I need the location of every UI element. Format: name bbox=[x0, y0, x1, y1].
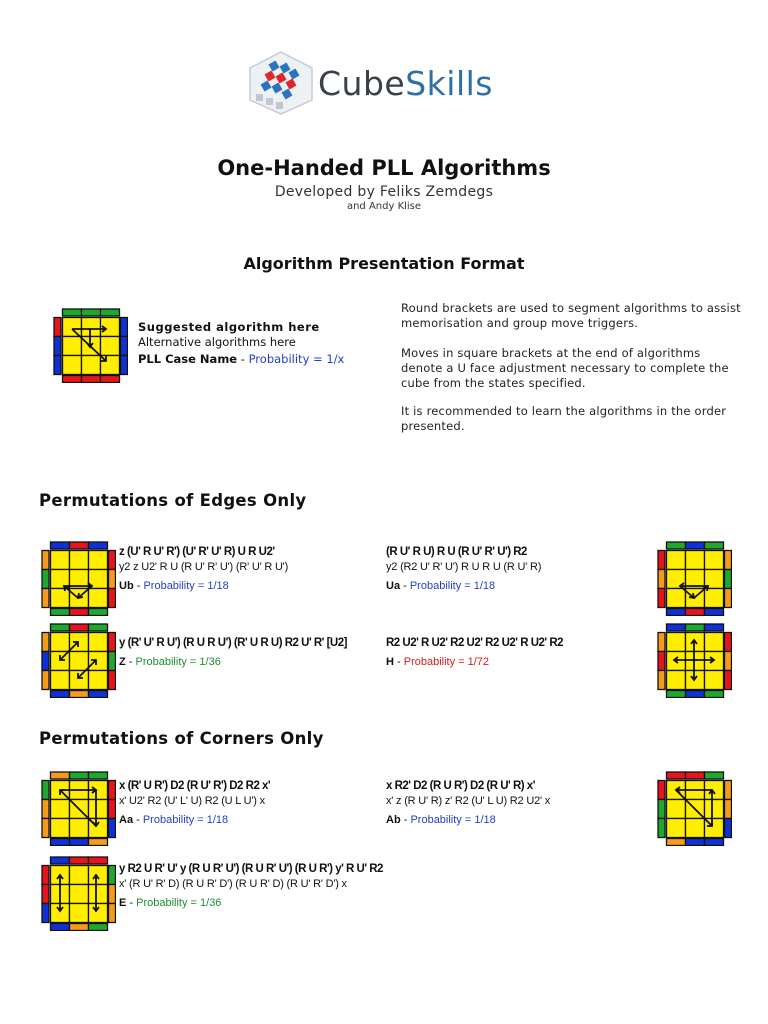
side-sticker-top bbox=[70, 624, 89, 631]
h-probability: Probability = 1/72 bbox=[403, 656, 490, 668]
top-sticker bbox=[70, 866, 89, 885]
ua-separator: - bbox=[400, 580, 410, 592]
brand-name bbox=[318, 64, 493, 103]
sample-probability: Probability = 1/x bbox=[248, 352, 345, 366]
top-sticker bbox=[667, 551, 686, 570]
side-sticker-top bbox=[89, 542, 108, 549]
side-sticker-top bbox=[89, 772, 108, 779]
top-sticker bbox=[70, 819, 89, 838]
side-sticker-top bbox=[89, 624, 108, 631]
side-sticker-right bbox=[725, 551, 732, 570]
side-sticker-top bbox=[51, 772, 70, 779]
ua-pll-diagram bbox=[656, 540, 732, 616]
side-sticker-right bbox=[725, 671, 732, 690]
side-sticker-bottom bbox=[705, 609, 724, 616]
aa-separator: - bbox=[133, 814, 143, 826]
side-sticker-right bbox=[109, 885, 116, 904]
h-main-algorithm: R2 U2' R U2' R2 U2' R2 U2' R U2' R2 bbox=[386, 637, 564, 649]
side-sticker-right bbox=[109, 671, 116, 690]
aa-main-algorithm: x (R' U R') D2 (R U' R') D2 R2 x' bbox=[119, 780, 271, 792]
side-sticker-bottom bbox=[667, 691, 686, 698]
side-sticker-bottom bbox=[70, 839, 89, 846]
side-sticker-bottom bbox=[51, 691, 70, 698]
side-sticker-left bbox=[42, 671, 49, 690]
side-sticker-top bbox=[51, 542, 70, 549]
e-probability: Probability = 1/36 bbox=[136, 897, 222, 909]
ua-alt-algorithm: y2 (R2 U' R' U') R U R U (R U' R) bbox=[386, 561, 542, 573]
sample-case-name: PLL Case Name bbox=[138, 352, 238, 366]
sample-suggested-label: Suggested algorithm here bbox=[138, 320, 320, 334]
e-alt-algorithm: x' (R U' R' D) (R U R' D') (R U R' D) (R U' R' D') x bbox=[119, 878, 347, 890]
case-ub bbox=[119, 546, 288, 592]
top-sticker bbox=[82, 356, 101, 375]
sample-alternative-label: Alternative algorithms here bbox=[138, 335, 296, 349]
top-sticker bbox=[63, 356, 82, 375]
side-sticker-bottom bbox=[667, 609, 686, 616]
ua-case-name: Ua bbox=[386, 580, 401, 592]
top-sticker bbox=[705, 800, 724, 819]
side-sticker-right bbox=[725, 800, 732, 819]
ub-main-algorithm: z (U' R U' R') (U' R' U' R) U R U2' bbox=[119, 546, 275, 558]
side-sticker-right bbox=[109, 633, 116, 652]
side-sticker-bottom bbox=[705, 691, 724, 698]
side-sticker-right bbox=[109, 652, 116, 671]
top-sticker bbox=[70, 904, 89, 923]
brand-name-b: Skills bbox=[405, 64, 493, 103]
top-sticker bbox=[705, 633, 724, 652]
brand-name-a: Cube bbox=[318, 64, 406, 103]
top-sticker bbox=[667, 633, 686, 652]
top-sticker bbox=[705, 589, 724, 608]
case-ua bbox=[386, 546, 541, 592]
top-sticker bbox=[667, 800, 686, 819]
ab-case-name: Ab bbox=[386, 814, 401, 826]
side-sticker-top bbox=[82, 309, 101, 316]
side-sticker-left bbox=[42, 633, 49, 652]
side-sticker-right bbox=[109, 551, 116, 570]
z-probability: Probability = 1/36 bbox=[135, 656, 221, 668]
side-sticker-right bbox=[725, 781, 732, 800]
top-sticker bbox=[89, 671, 108, 690]
side-sticker-top bbox=[705, 542, 724, 549]
ub-pll-diagram bbox=[40, 540, 116, 616]
side-sticker-right bbox=[725, 570, 732, 589]
ub-probability: Probability = 1/18 bbox=[143, 580, 229, 592]
case-h-diagram bbox=[656, 622, 732, 698]
side-sticker-left bbox=[42, 866, 49, 885]
top-sticker bbox=[89, 633, 108, 652]
sample-pll-diagram bbox=[52, 307, 128, 383]
side-sticker-bottom bbox=[705, 839, 724, 846]
sample-cube-diagram bbox=[52, 307, 128, 383]
side-sticker-right bbox=[121, 337, 128, 356]
top-sticker bbox=[89, 652, 108, 671]
ub-separator: - bbox=[133, 580, 144, 592]
side-sticker-right bbox=[725, 652, 732, 671]
top-sticker bbox=[51, 800, 70, 819]
side-sticker-top bbox=[686, 772, 705, 779]
sample-separator: - bbox=[237, 352, 249, 366]
case-z-diagram bbox=[40, 622, 116, 698]
note-square-brackets: Moves in square brackets at the end of algorithms denote a U face adjustment necessary to complete the cube from the states specified. bbox=[401, 346, 729, 390]
side-sticker-left bbox=[42, 551, 49, 570]
side-sticker-right bbox=[725, 589, 732, 608]
top-sticker bbox=[70, 652, 89, 671]
side-sticker-bottom bbox=[51, 609, 70, 616]
side-sticker-left bbox=[658, 652, 665, 671]
side-sticker-left bbox=[42, 589, 49, 608]
side-sticker-left bbox=[42, 885, 49, 904]
top-sticker bbox=[51, 671, 70, 690]
side-sticker-right bbox=[109, 781, 116, 800]
side-sticker-left bbox=[658, 781, 665, 800]
z-main-algorithm: y (R' U' R U') (R U R U') (R' U R U) R2 U' R' [U2] bbox=[119, 637, 347, 649]
side-sticker-left bbox=[658, 589, 665, 608]
side-sticker-bottom bbox=[89, 839, 108, 846]
side-sticker-bottom bbox=[686, 609, 705, 616]
case-aa-diagram bbox=[40, 770, 116, 846]
case-aa bbox=[119, 780, 270, 826]
side-sticker-right bbox=[109, 866, 116, 885]
side-sticker-top bbox=[51, 857, 70, 864]
side-sticker-top bbox=[705, 624, 724, 631]
top-sticker bbox=[667, 671, 686, 690]
side-sticker-bottom bbox=[70, 924, 89, 931]
case-h bbox=[386, 637, 563, 668]
side-sticker-right bbox=[109, 819, 116, 838]
document-title: One-Handed PLL Algorithms bbox=[217, 156, 551, 180]
side-sticker-left bbox=[42, 652, 49, 671]
top-sticker bbox=[63, 318, 82, 337]
side-sticker-bottom bbox=[82, 376, 101, 383]
side-sticker-right bbox=[725, 819, 732, 838]
note-round-brackets: Round brackets are used to segment algorithms to assist memorisation and group move triggers. bbox=[401, 301, 741, 330]
ab-alt-algorithm: x' z (R U' R) z' R2 (U' L U) R2 U2' x bbox=[386, 795, 551, 807]
side-sticker-right bbox=[121, 356, 128, 375]
aa-probability: Probability = 1/18 bbox=[142, 814, 229, 826]
top-sticker bbox=[82, 318, 101, 337]
side-sticker-left bbox=[42, 781, 49, 800]
document-subtitle-secondary: and Andy Klise bbox=[346, 201, 422, 212]
side-sticker-left bbox=[54, 318, 61, 337]
ab-probability: Probability = 1/18 bbox=[410, 814, 496, 826]
side-sticker-top bbox=[70, 542, 89, 549]
section-heading-edges: Permutations of Edges Only bbox=[39, 491, 307, 510]
ub-alt-algorithm: y2 z U2' R U (R U' R' U') (R' U' R U') bbox=[119, 561, 289, 573]
aa-case-name: Aa bbox=[119, 814, 134, 826]
side-sticker-top bbox=[686, 624, 705, 631]
top-sticker bbox=[89, 885, 108, 904]
top-sticker bbox=[686, 652, 705, 671]
e-main-algorithm: y R2 U R' U' y (R U R' U') (R U R' U') (R U R') y' R U' R2 bbox=[119, 863, 383, 875]
ua-probability: Probability = 1/18 bbox=[409, 580, 496, 592]
side-sticker-top bbox=[51, 624, 70, 631]
top-sticker bbox=[89, 589, 108, 608]
side-sticker-left bbox=[42, 904, 49, 923]
side-sticker-bottom bbox=[101, 376, 120, 383]
top-sticker bbox=[667, 819, 686, 838]
ub-case-name: Ub bbox=[119, 580, 134, 592]
side-sticker-left bbox=[658, 671, 665, 690]
top-sticker bbox=[51, 589, 70, 608]
case-e-diagram bbox=[40, 855, 116, 931]
side-sticker-bottom bbox=[70, 691, 89, 698]
ab-main-algorithm: x R2' D2 (R U R') D2 (R U' R) x' bbox=[386, 780, 535, 792]
side-sticker-bottom bbox=[51, 839, 70, 846]
side-sticker-top bbox=[667, 624, 686, 631]
side-sticker-top bbox=[705, 772, 724, 779]
h-pll-diagram bbox=[656, 622, 732, 698]
top-sticker bbox=[70, 885, 89, 904]
side-sticker-bottom bbox=[63, 376, 82, 383]
case-z bbox=[119, 637, 347, 668]
section-heading-corners: Permutations of Corners Only bbox=[39, 729, 324, 748]
side-sticker-right bbox=[109, 904, 116, 923]
case-ab bbox=[386, 780, 550, 826]
e-case-name: E bbox=[119, 897, 127, 909]
side-sticker-bottom bbox=[686, 691, 705, 698]
side-sticker-right bbox=[725, 633, 732, 652]
sample-case-line bbox=[138, 352, 344, 366]
side-sticker-left bbox=[54, 337, 61, 356]
note-learning-order: It is recommended to learn the algorithms in the order presented. bbox=[401, 404, 727, 433]
case-e bbox=[119, 863, 383, 909]
top-sticker bbox=[51, 633, 70, 652]
z-pll-diagram bbox=[40, 622, 116, 698]
top-sticker bbox=[705, 551, 724, 570]
ab-pll-diagram bbox=[656, 770, 732, 846]
side-sticker-left bbox=[658, 551, 665, 570]
top-sticker bbox=[89, 904, 108, 923]
h-case-name: H bbox=[386, 656, 394, 668]
side-sticker-left bbox=[658, 570, 665, 589]
top-sticker bbox=[51, 551, 70, 570]
top-sticker bbox=[686, 551, 705, 570]
h-separator: - bbox=[393, 656, 404, 668]
e-pll-diagram bbox=[40, 855, 116, 931]
side-sticker-right bbox=[109, 800, 116, 819]
side-sticker-top bbox=[63, 309, 82, 316]
side-sticker-bottom bbox=[89, 924, 108, 931]
top-sticker bbox=[667, 589, 686, 608]
top-sticker bbox=[89, 551, 108, 570]
side-sticker-left bbox=[658, 633, 665, 652]
side-sticker-right bbox=[109, 570, 116, 589]
side-sticker-left bbox=[42, 800, 49, 819]
aa-pll-diagram bbox=[40, 770, 116, 846]
case-ua-diagram bbox=[656, 540, 732, 616]
side-sticker-top bbox=[89, 857, 108, 864]
e-separator: - bbox=[126, 897, 137, 909]
side-sticker-left bbox=[54, 356, 61, 375]
side-sticker-left bbox=[42, 819, 49, 838]
aa-alt-algorithm: x' U2' R2 (U' L' U) R2 (U L U') x bbox=[119, 795, 265, 807]
side-sticker-top bbox=[686, 542, 705, 549]
side-sticker-top bbox=[70, 857, 89, 864]
top-sticker bbox=[686, 819, 705, 838]
z-separator: - bbox=[125, 656, 136, 668]
case-ab-diagram bbox=[656, 770, 732, 846]
top-sticker bbox=[101, 337, 120, 356]
side-sticker-bottom bbox=[89, 609, 108, 616]
case-ub-diagram bbox=[40, 540, 116, 616]
side-sticker-top bbox=[667, 542, 686, 549]
side-sticker-bottom bbox=[667, 839, 686, 846]
cube-logo-icon bbox=[246, 50, 316, 116]
side-sticker-left bbox=[42, 570, 49, 589]
top-sticker bbox=[70, 551, 89, 570]
side-sticker-left bbox=[658, 800, 665, 819]
side-sticker-right bbox=[121, 318, 128, 337]
z-case-name: Z bbox=[119, 656, 126, 668]
document-subtitle: Developed by Feliks Zemdegs bbox=[274, 184, 494, 200]
ab-separator: - bbox=[400, 814, 411, 826]
side-sticker-right bbox=[109, 589, 116, 608]
ua-main-algorithm: (R U' R U) R U (R U' R' U') R2 bbox=[386, 546, 527, 558]
top-sticker bbox=[70, 671, 89, 690]
top-sticker bbox=[63, 337, 82, 356]
side-sticker-bottom bbox=[51, 924, 70, 931]
top-sticker bbox=[705, 671, 724, 690]
top-sticker bbox=[89, 800, 108, 819]
side-sticker-top bbox=[70, 772, 89, 779]
top-sticker bbox=[51, 819, 70, 838]
side-sticker-bottom bbox=[89, 691, 108, 698]
top-sticker bbox=[89, 866, 108, 885]
side-sticker-bottom bbox=[686, 839, 705, 846]
side-sticker-top bbox=[101, 309, 120, 316]
format-heading: Algorithm Presentation Format bbox=[243, 254, 525, 273]
side-sticker-bottom bbox=[70, 609, 89, 616]
side-sticker-top bbox=[667, 772, 686, 779]
side-sticker-left bbox=[658, 819, 665, 838]
